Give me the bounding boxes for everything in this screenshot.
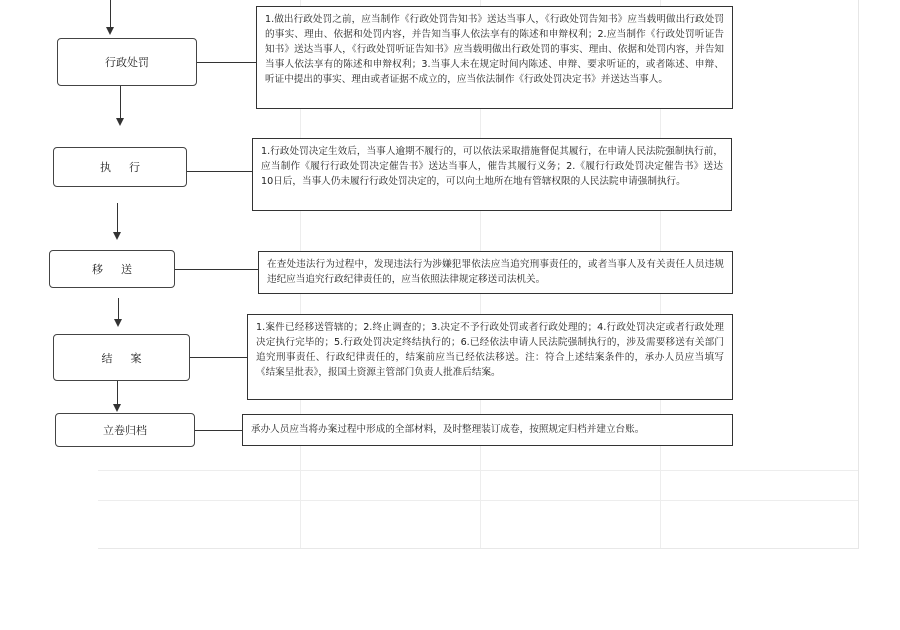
note-case-closure: 1.案件已经移送管辖的；2.终止调查的；3.决定不予行政处罚或者行政处理的；4.行政处罚决定或者行政处理决定执行完毕的；5.行政处罚决定终结执行的；6.已经依法申请人民法院强制执行的，涉及需要移送有关部门追究刑事责任、行政纪律责任的，结案前应当已经依法移送。注：符合上述结案条件的，承办人员应当填写《结案呈批表》，报国土资源主管部门负责人批准后结案。 xyxy=(247,314,733,400)
step-transfer xyxy=(49,250,175,288)
flow-connector xyxy=(110,0,111,28)
step-note-connector xyxy=(175,269,258,270)
flow-connector xyxy=(120,86,121,118)
step-note-connector xyxy=(190,357,247,358)
step-note-connector xyxy=(195,430,242,431)
arrow-down-icon xyxy=(113,232,121,240)
note-enforcement: 1.行政处罚决定生效后，当事人逾期不履行的，可以依法采取措施督促其履行，在申请人民法院强制执行前，应当制作《履行行政处罚决定催告书》送达当事人，催告其履行义务；2.《履行行政处罚决定催告书》送达10日后，当事人仍未履行行政处罚决定的，可以向土地所在地有管辖权限的人民法院申请强制执行。 xyxy=(252,138,732,211)
flow-connector xyxy=(117,381,118,405)
step-label: 行政处罚 xyxy=(105,56,149,69)
step-note-connector xyxy=(187,171,252,172)
note-filing-archiving: 承办人员应当将办案过程中形成的全部材料，及时整理装订成卷，按照规定归档并建立台账。 xyxy=(242,414,733,446)
step-case-closure xyxy=(53,334,190,381)
step-filing-archiving xyxy=(55,413,195,447)
note-transfer: 在查处违法行为过程中，发现违法行为涉嫌犯罪依法应当追究刑事责任的，或者当事人及有关责任人员违规违纪应当追究行政纪律责任的，应当依照法律规定移送司法机关。 xyxy=(258,251,733,294)
step-note-connector xyxy=(197,62,256,63)
flow-connector xyxy=(117,203,118,233)
arrow-down-icon xyxy=(113,404,121,412)
step-label: 执行 xyxy=(100,161,158,174)
note-administrative-penalty: 1.做出行政处罚之前，应当制作《行政处罚告知书》送达当事人，《行政处罚告知书》应当载明做出行政处罚的事实、理由、依据和处罚内容，并告知当事人依法享有的陈述和申辩权利；2.应当制作《行政处罚听证告知书》送达当事人，《行政处罚听证告知书》应当载明做出行政处罚的事实、理由、依据和处罚内容，并告知当事人依法享有的陈述和申辩权利；3.当事人未在规定时间内陈述、申辩、要求听证的，或者陈述、申辩、听证中提出的事实、理由或者证据不成立的，应当依法制作《行政处罚决定书》并送达当事人。 xyxy=(256,6,733,109)
flow-connector xyxy=(118,298,119,320)
background-table-rule xyxy=(98,470,858,471)
step-enforcement xyxy=(53,147,187,187)
step-label: 立卷归档 xyxy=(103,424,147,437)
arrow-down-icon xyxy=(116,118,124,126)
arrow-down-icon xyxy=(114,319,122,327)
arrow-down-icon xyxy=(106,27,114,35)
background-table-rule xyxy=(98,500,858,501)
step-label: 结案 xyxy=(101,351,160,365)
step-administrative-penalty xyxy=(57,38,197,86)
step-label: 移送 xyxy=(92,263,150,276)
